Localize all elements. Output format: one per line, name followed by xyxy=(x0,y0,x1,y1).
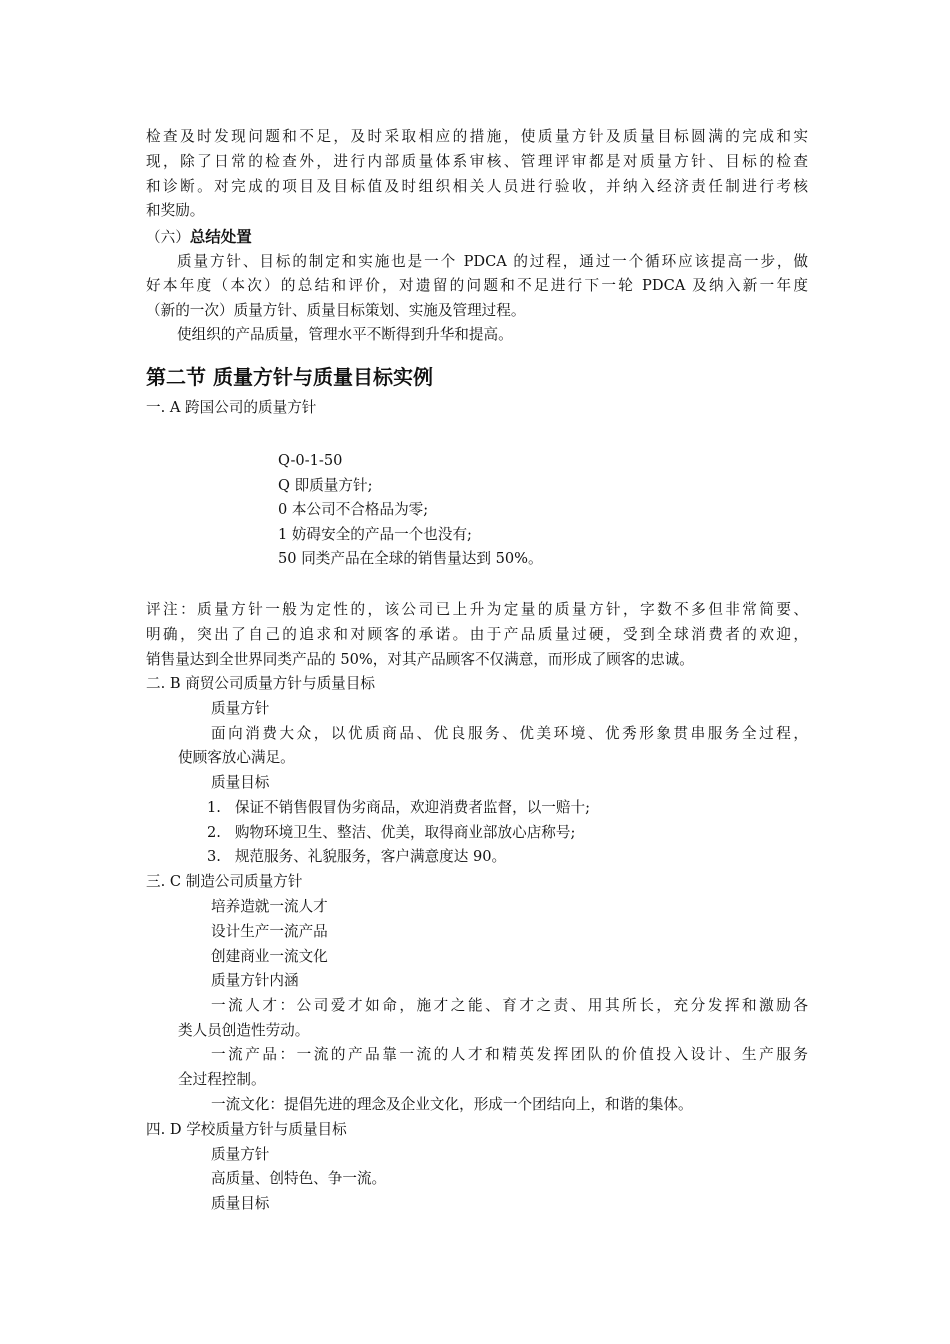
policy-line: 1 妨碍安全的产品一个也没有; xyxy=(278,526,472,543)
text-line: 一流人才：公司爱才如命，施才之能、育才之责、用其所长，充分发挥和激励各 xyxy=(211,997,808,1014)
text-line: 培养造就一流人才 xyxy=(211,898,328,915)
text-line: 全过程控制。 xyxy=(178,1071,266,1088)
text-line: 好本年度（本次）的总结和评价，对遗留的问题和不足进行下一轮 PDCA 及纳入新一年度 xyxy=(146,277,808,294)
subsection-heading: 四. D 学校质量方针与质量目标 xyxy=(146,1121,347,1138)
text-line: 使顾客放心满足。 xyxy=(178,749,295,766)
list-item: 3. 规范服务、礼貌服务，客户满意度达 90。 xyxy=(207,848,507,865)
item-label: 质量目标 xyxy=(211,774,270,791)
text-line: 现，除了日常的检查外，进行内部质量体系审核、管理评审都是对质量方针、目标的检查 xyxy=(146,153,808,170)
item-label: 质量目标 xyxy=(211,1195,270,1212)
policy-line: Q 即质量方针; xyxy=(278,477,373,494)
chapter-heading: 第二节 质量方针与质量目标实例 xyxy=(146,365,433,389)
text-line: 面向消费大众，以优质商品、优良服务、优美环境、优秀形象贯串服务全过程， xyxy=(211,725,808,742)
section-number: （六） xyxy=(146,229,190,246)
comment-line: 评注：质量方针一般为定性的，该公司已上升为定量的质量方针，字数不多但非常简要、 xyxy=(146,601,808,618)
text-line: 设计生产一流产品 xyxy=(211,923,328,940)
policy-code: Q-0-1-50 xyxy=(278,452,343,469)
text-line: 一流产品：一流的产品靠一流的人才和精英发挥团队的价值投入设计、生产服务 xyxy=(211,1046,808,1063)
section-title: 总结处置 xyxy=(189,227,252,246)
text-line: 使组织的产品质量，管理水平不断得到升华和提高。 xyxy=(177,326,513,343)
text-line: 创建商业一流文化 xyxy=(211,948,328,965)
subsection-heading: 二. B 商贸公司质量方针与质量目标 xyxy=(146,675,375,692)
comment-line: 明确，突出了自己的追求和对顾客的承诺。由于产品质量过硬，受到全球消费者的欢迎， xyxy=(146,626,808,643)
section-heading-six xyxy=(146,225,808,249)
item-label: 质量方针 xyxy=(211,1146,270,1163)
policy-line: 50 同类产品在全球的销售量达到 50%。 xyxy=(278,550,543,567)
subsection-heading: 三. C 制造公司质量方针 xyxy=(146,873,303,890)
subsection-heading: 一. A 跨国公司的质量方针 xyxy=(146,399,317,416)
item-label: 质量方针 xyxy=(211,700,270,717)
list-item: 1. 保证不销售假冒伪劣商品，欢迎消费者监督，以一赔十; xyxy=(207,799,591,816)
text-line: 高质量、创特色、争一流。 xyxy=(211,1170,387,1187)
text-line: 质量方针、目标的制定和实施也是一个 PDCA 的过程，通过一个循环应该提高一步，做 xyxy=(177,253,808,270)
text-line: 检查及时发现问题和不足，及时采取相应的措施，使质量方针及质量目标圆满的完成和实 xyxy=(146,128,808,145)
text-line: （新的一次）质量方针、质量目标策划、实施及管理过程。 xyxy=(146,302,526,319)
comment-line: 销售量达到全世界同类产品的 50%，对其产品顾客不仅满意，而形成了顾客的忠诚。 xyxy=(146,651,694,668)
text-line: 和诊断。对完成的项目及目标值及时组织相关人员进行验收，并纳入经济责任制进行考核 xyxy=(146,178,808,195)
text-line: 一流文化：提倡先进的理念及企业文化，形成一个团结向上，和谐的集体。 xyxy=(211,1096,693,1113)
text-line: 类人员创造性劳动。 xyxy=(178,1022,310,1039)
list-item: 2. 购物环境卫生、整洁、优美，取得商业部放心店称号; xyxy=(207,824,576,841)
text-line: 和奖励。 xyxy=(146,202,205,219)
item-label: 质量方针内涵 xyxy=(211,972,299,989)
policy-line: 0 本公司不合格品为零; xyxy=(278,501,429,518)
